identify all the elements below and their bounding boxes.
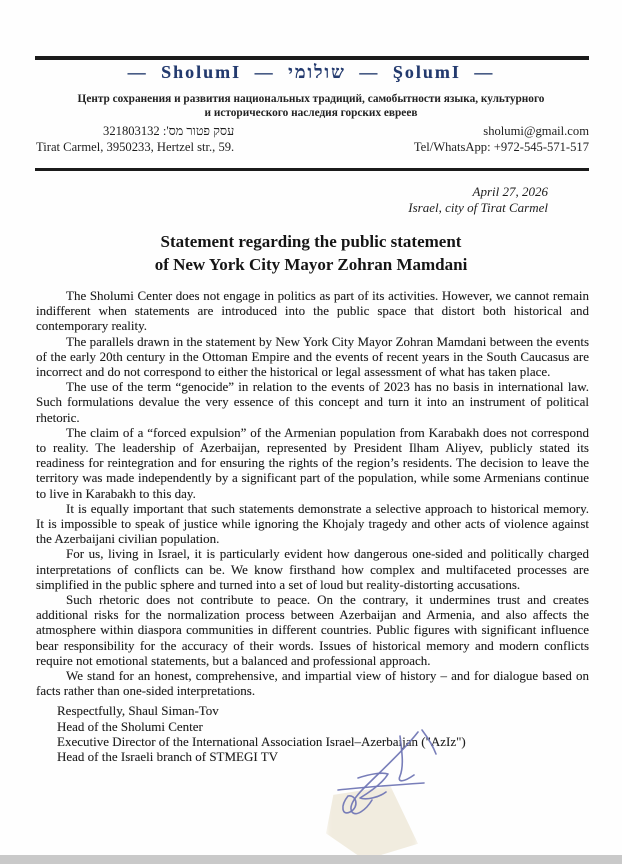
paragraph: The claim of a “forced expulsion” of the Armenian population from Karabakh does not correspond to reality. The leadership of Azerbaijan, represented by President Ilham Aliyev, publicly stated its readiness for reintegration and for ensuring the rights of the region’s residents. The decision to leave the territory was made independently by a significant part of the population, while some Armenians continue to live in Karabakh to this day. xyxy=(36,424,589,501)
tax-id-line: עסק פטור מס': 321803132 xyxy=(103,124,235,138)
phone-line: Tel/WhatsApp: +972-545-571-517 xyxy=(413,139,589,154)
statement-body xyxy=(36,288,589,764)
contact-block xyxy=(36,124,589,155)
header-bottom-rule xyxy=(35,168,589,171)
paragraph: Such rhetoric does not contribute to peace. On the contrary, it undermines trust and creates additional risks for the normalization process between Azerbaijan and Armenia, and also affects the atmosphere within diaspora communities in different countries. Public figures with significant influence bear responsibility for the accuracy of their words. Issues of historical memory and modern conflicts require not emotional statements, but a balanced and professional approach. xyxy=(36,592,589,668)
contact-right-column xyxy=(414,124,589,155)
paragraph: The Sholumi Center does not engage in politics as part of its activities. However, we cannot remain indifferent when statements are introduced into the public space that distort both historical and contemporary reality. xyxy=(36,288,589,334)
paragraph: The parallels drawn in the statement by New York City Mayor Zohran Mamdani between the events of the early 20th century in the Ottoman Empire and the events of recent years in the South Caucasus are incorrect and do not correspond to either the historical or legal assessment of what has taken place. xyxy=(36,333,589,380)
header-top-rule xyxy=(35,56,589,60)
page-title xyxy=(0,231,622,276)
contact-left-column xyxy=(36,124,234,155)
page-title-line1: Statement regarding the public statement xyxy=(160,232,462,251)
address-line: Tirat Carmel, 3950233, Hertzel str., 59. xyxy=(36,139,235,154)
signer-title-line: Executive Director of the International Association Israel–Azerbaijan ("AzIz") xyxy=(57,733,466,749)
paragraph: It is equally important that such statements demonstrate a selective approach to historical memory. It is impossible to speak of justice while ignoring the Khojaly tragedy and other acts of violence against the Azerbaijani civilian population. xyxy=(36,500,589,547)
org-name-line: — SholumI — שולומי — ŞolumI — xyxy=(127,62,495,82)
dateline xyxy=(408,184,548,215)
paragraph: The use of the term “genocide” in relation to the events of 2023 has no basis in international law. Such formulations devalue the very essence of this concept and turn it into an instrument of political rhetoric. xyxy=(36,379,589,425)
place-line: Israel, city of Tirat Carmel xyxy=(408,199,548,215)
scan-edge-artifact xyxy=(0,855,622,864)
signoff-line: Respectfully, Shaul Siman-Tov xyxy=(57,703,219,719)
org-subtitle xyxy=(0,93,622,121)
paragraph: We stand for an honest, comprehensive, and impartial view of history – and for dialogue based on facts rather than one-sided interpretations. xyxy=(36,668,589,699)
email-line: sholumi@gmail.com xyxy=(483,124,589,138)
signature-block xyxy=(57,703,589,764)
signer-title-line: Head of the Israeli branch of STMEGI TV xyxy=(57,749,279,765)
handwritten-signature xyxy=(330,726,450,822)
page-title-line2: of New York City Mayor Zohran Mamdani xyxy=(154,254,468,274)
org-subtitle-line2: и исторического наследия горских евреев xyxy=(204,106,418,119)
org-subtitle-line1: Центр сохранения и развития национальных традиций, самобытности языка, культурного xyxy=(77,93,545,105)
paragraph: For us, living in Israel, it is particularly evident how dangerous one-sided and politically charged interpretations of conflicts can be. We know firsthand how complex and multifaceted processes are simplified in the public sphere and turned into a set of loud but reality-distorting accusations. xyxy=(36,546,589,592)
date-line: April 27, 2026 xyxy=(472,184,548,199)
signer-title-line: Head of the Sholumi Center xyxy=(57,718,203,734)
